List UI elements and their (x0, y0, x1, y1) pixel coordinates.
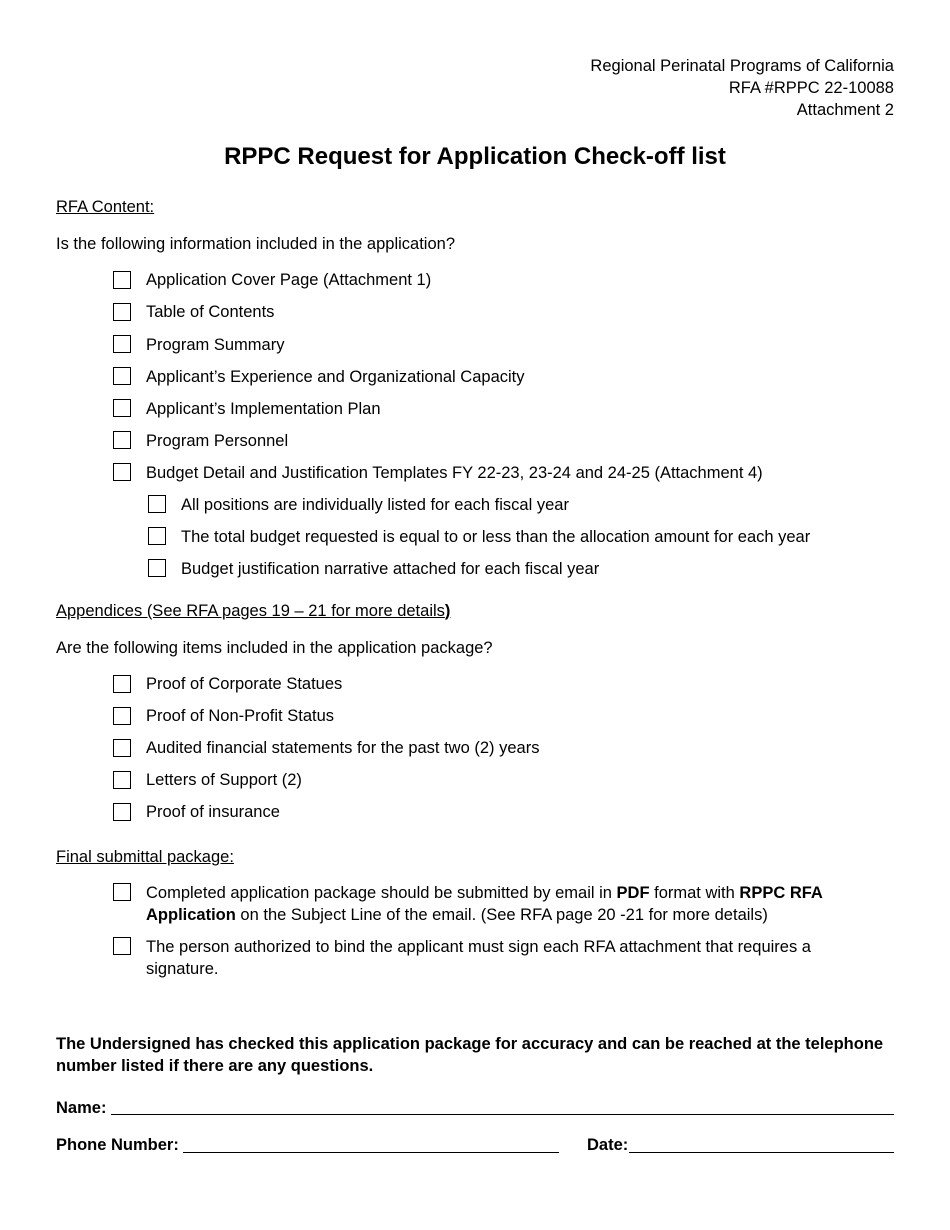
checkbox-total-budget[interactable] (148, 527, 166, 545)
final-submittal-heading: Final submittal package: (56, 848, 234, 866)
authorized-signature-text: The person authorized to bind the applicant must sign each RFA attachment that requires a signature. (146, 938, 811, 978)
email-text-part: Completed application package should be submitted by email in (146, 884, 617, 902)
checkbox-cover-page[interactable] (113, 271, 131, 289)
list-item: Proof of Corporate Statues (146, 675, 343, 693)
list-item: Proof of insurance (146, 803, 280, 821)
org-name: Regional Perinatal Programs of California (590, 57, 894, 75)
checkbox-positions-listed[interactable] (148, 495, 166, 513)
email-submission-text (146, 882, 856, 926)
list-item: Program Personnel (146, 432, 289, 450)
list-item: Budget justification narrative attached for each fiscal year (181, 560, 600, 578)
email-text-part: format with (649, 884, 740, 902)
rfa-content-question: Is the following information included in the application? (56, 235, 455, 253)
checkbox-non-profit-status[interactable] (113, 707, 131, 725)
checkbox-authorized-signature[interactable] (113, 937, 131, 955)
list-item: Audited financial statements for the past two (2) years (146, 739, 540, 757)
checkbox-program-personnel[interactable] (113, 431, 131, 449)
checkbox-corporate-statues[interactable] (113, 675, 131, 693)
checkbox-letters-of-support[interactable] (113, 771, 131, 789)
list-item: Proof of Non-Profit Status (146, 707, 335, 725)
list-item: All positions are individually listed for each fiscal year (181, 496, 569, 514)
appendices-question: Are the following items included in the application package? (56, 639, 493, 657)
subject-line-bold: RPPC RFA Application (146, 884, 823, 924)
checkbox-budget-narrative[interactable] (148, 559, 166, 577)
checkbox-program-summary[interactable] (113, 335, 131, 353)
list-item: Applicant’s Experience and Organizational Capacity (146, 368, 525, 386)
list-item: Letters of Support (2) (146, 771, 302, 789)
list-item: The total budget requested is equal to or less than the allocation amount for each year (181, 528, 811, 546)
name-field[interactable] (111, 1114, 894, 1115)
phone-label: Phone Number: (56, 1136, 179, 1154)
pdf-bold: PDF (616, 884, 650, 902)
page-title: RPPC Request for Application Check-off list (224, 143, 726, 170)
date-field[interactable] (629, 1152, 894, 1153)
checkbox-proof-of-insurance[interactable] (113, 803, 131, 821)
list-item: Table of Contents (146, 303, 275, 321)
checkbox-implementation-plan[interactable] (113, 399, 131, 417)
rfa-number: RFA #RPPC 22-10088 (728, 79, 894, 97)
checkbox-experience[interactable] (113, 367, 131, 385)
appendices-heading (56, 600, 450, 622)
phone-field[interactable] (183, 1152, 559, 1153)
appendices-heading-paren: ) (444, 602, 451, 620)
list-item: Budget Detail and Justification Templates FY 22-23, 23-24 and 24-25 (Attachment 4) (146, 464, 763, 482)
email-text-part: on the Subject Line of the email. (See RFA page 20 -21 for more details) (235, 906, 768, 924)
rfa-content-heading: RFA Content: (56, 198, 155, 216)
date-label: Date: (587, 1136, 629, 1154)
checkbox-audited-financials[interactable] (113, 739, 131, 757)
checkbox-email-submission[interactable] (113, 883, 131, 901)
checkbox-budget-detail[interactable] (113, 463, 131, 481)
attachment-label: Attachment 2 (796, 101, 894, 119)
list-item: Application Cover Page (Attachment 1) (146, 271, 432, 289)
list-item: Applicant’s Implementation Plan (146, 400, 381, 418)
appendices-heading-text: Appendices (See RFA pages 19 – 21 for more details (56, 602, 445, 620)
name-label: Name: (56, 1099, 107, 1117)
checkbox-table-of-contents[interactable] (113, 303, 131, 321)
undersigned-statement: The Undersigned has checked this application package for accuracy and can be reached at the telephone number listed if there are any questions. (56, 1035, 884, 1075)
list-item: Program Summary (146, 336, 285, 354)
